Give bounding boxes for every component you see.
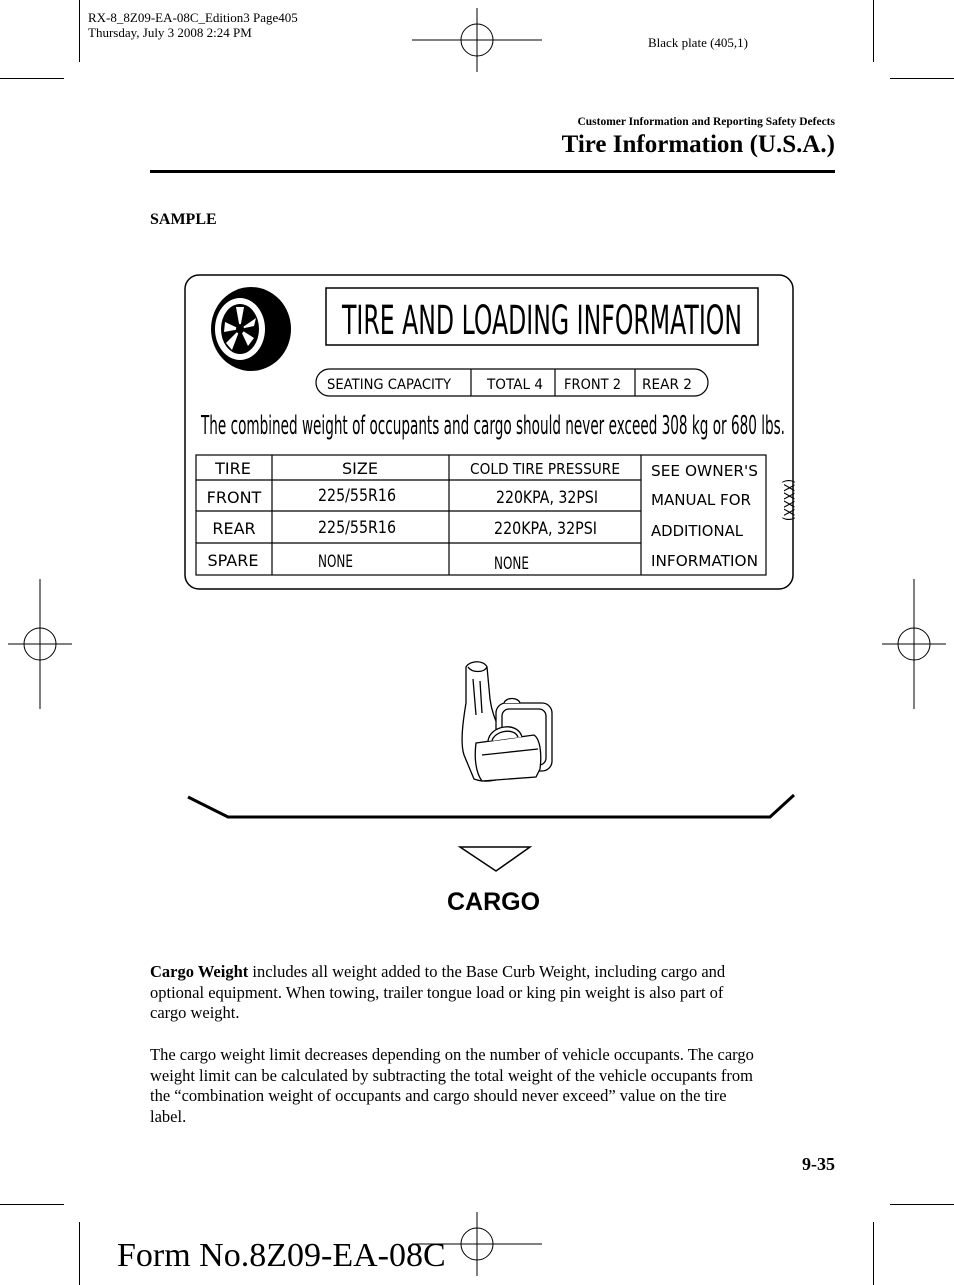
- note-line-2: MANUAL FOR: [651, 491, 752, 509]
- page-number: 9-35: [802, 1154, 835, 1174]
- p2-line1: The cargo weight limit decreases depending on the number of vehicle occupants. The cargo: [150, 1045, 754, 1064]
- cargo-illustration: [184, 655, 798, 875]
- note-line-3: ADDITIONAL: [651, 522, 744, 540]
- seating-front: FRONT 2: [564, 377, 621, 393]
- row-front-pressure: 220KPA, 32PSI: [496, 488, 598, 508]
- print-meta-line1: RX-8_8Z09-EA-08C_Edition3 Page405: [88, 10, 298, 25]
- row-rear-pressure: 220KPA, 32PSI: [494, 519, 597, 539]
- note-line-1: SEE OWNER'S: [651, 462, 758, 480]
- row-rear-size: 225/55R16: [318, 518, 396, 538]
- seating-rear: REAR 2: [642, 377, 692, 393]
- form-number: Form No.8Z09-EA-08C: [117, 1237, 446, 1274]
- print-meta-line2: Thursday, July 3 2008 2:24 PM: [88, 25, 252, 40]
- page-title: Tire Information (U.S.A.): [561, 131, 835, 158]
- cargo-limit-paragraph: [150, 1045, 840, 1127]
- tire-table: [196, 455, 766, 575]
- cargo-weight-paragraph: [150, 962, 840, 1024]
- seating-total: TOTAL 4: [486, 377, 543, 393]
- row-spare-size: NONE: [318, 552, 353, 572]
- p2-line4: label.: [150, 1106, 187, 1126]
- down-arrow-icon: [460, 847, 530, 871]
- cargo-weight-term: Cargo Weight: [150, 962, 249, 981]
- row-front-size: 225/55R16: [318, 486, 396, 506]
- header-rule: [150, 170, 835, 173]
- section-subtitle: Customer Information and Reporting Safety Defects: [577, 116, 835, 128]
- p1-line3: cargo weight.: [150, 1003, 240, 1022]
- black-plate: Black plate (405,1): [648, 35, 748, 50]
- label-title: TIRE AND LOADING INFORMATION: [341, 298, 742, 344]
- tire-loading-label: [184, 274, 795, 591]
- row-rear-tire: REAR: [212, 519, 256, 538]
- p1-line1: includes all weight added to the Base Curb Weight, including cargo and: [248, 962, 726, 981]
- combined-weight-text: The combined weight of occupants and cargo should never exceed 308 kg or 680 lbs.: [200, 411, 786, 441]
- p1-line2: optional equipment. When towing, trailer tongue load or king pin weight is also part of: [150, 982, 724, 1002]
- row-front-tire: FRONT: [206, 488, 262, 507]
- note-line-4: INFORMATION: [651, 552, 758, 570]
- table-header-pressure: COLD TIRE PRESSURE: [470, 460, 620, 478]
- cargo-bracket: [188, 795, 794, 817]
- label-code: (XXXX): [780, 479, 796, 529]
- tire-icon: [211, 287, 291, 371]
- table-header-tire: TIRE: [215, 459, 251, 478]
- table-header-size: SIZE: [342, 459, 378, 478]
- cargo-caption: CARGO: [447, 888, 541, 916]
- p2-line2: weight limit can be calculated by subtracting the total weight of the vehicle occupants from: [150, 1065, 753, 1085]
- p2-line3: the “combination weight of occupants and cargo should never exceed” value on the tire: [150, 1086, 727, 1105]
- sample-label: SAMPLE: [150, 211, 217, 228]
- seating-capacity-label: SEATING CAPACITY: [327, 377, 452, 393]
- row-spare-pressure: NONE: [494, 554, 529, 574]
- print-meta: [88, 10, 298, 40]
- row-spare-tire: SPARE: [207, 551, 259, 570]
